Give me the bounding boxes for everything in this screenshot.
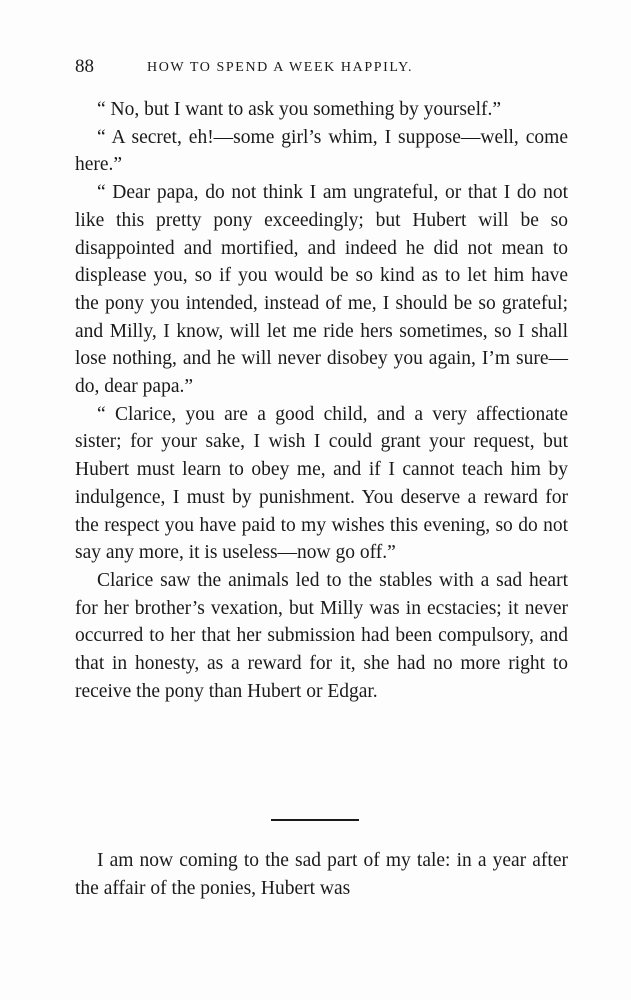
paragraph-2: “ A secret, eh!—some girl’s whim, I suppose—well, come here.” (75, 126, 568, 176)
page-number: 88 (75, 56, 94, 77)
paragraph-6: I am now coming to the sad part of my tale: in a year after the affair of the ponies, Hubert was (75, 850, 568, 899)
paragraph-5: Clarice saw the animals led to the stables with a sad heart for her brother’s vexation, but Milly was in ecstacies; it never occurred to her that her submission had been compulsory, and that in honesty, as a reward for it, she had no more right to receive the pony than Hubert or Edgar. (75, 569, 568, 702)
body-text (75, 96, 568, 705)
running-head (75, 56, 575, 80)
next-section-text (75, 847, 568, 902)
section-divider (271, 819, 359, 821)
paragraph-3: “ Dear papa, do not think I am ungrateful, or that I do not like this pretty pony exceedingly; but Hubert will be so disappointed and mortified, and indeed he did not mean to displease you, so if you would be so kind as to let him have the pony you intended, instead of me, I should be so grateful; and Milly, I know, will let me ride hers sometimes, so I shall lose nothing, and he will never disobey you again, I’m sure—do, dear papa.” (75, 182, 568, 398)
paragraph-1: “ No, but I want to ask you something by yourself.” (97, 99, 502, 120)
running-title: HOW TO SPEND A WEEK HAPPILY. (147, 60, 414, 75)
paragraph-4: “ Clarice, you are a good child, and a very affectionate sister; for your sake, I wish I could grant your request, but Hubert must learn to obey me, and if I cannot teach him by indulgence, I must by punishment. You deserve a reward for the respect you have paid to my wishes this evening, so do not say any more, it is useless—now go off.” (75, 403, 568, 564)
